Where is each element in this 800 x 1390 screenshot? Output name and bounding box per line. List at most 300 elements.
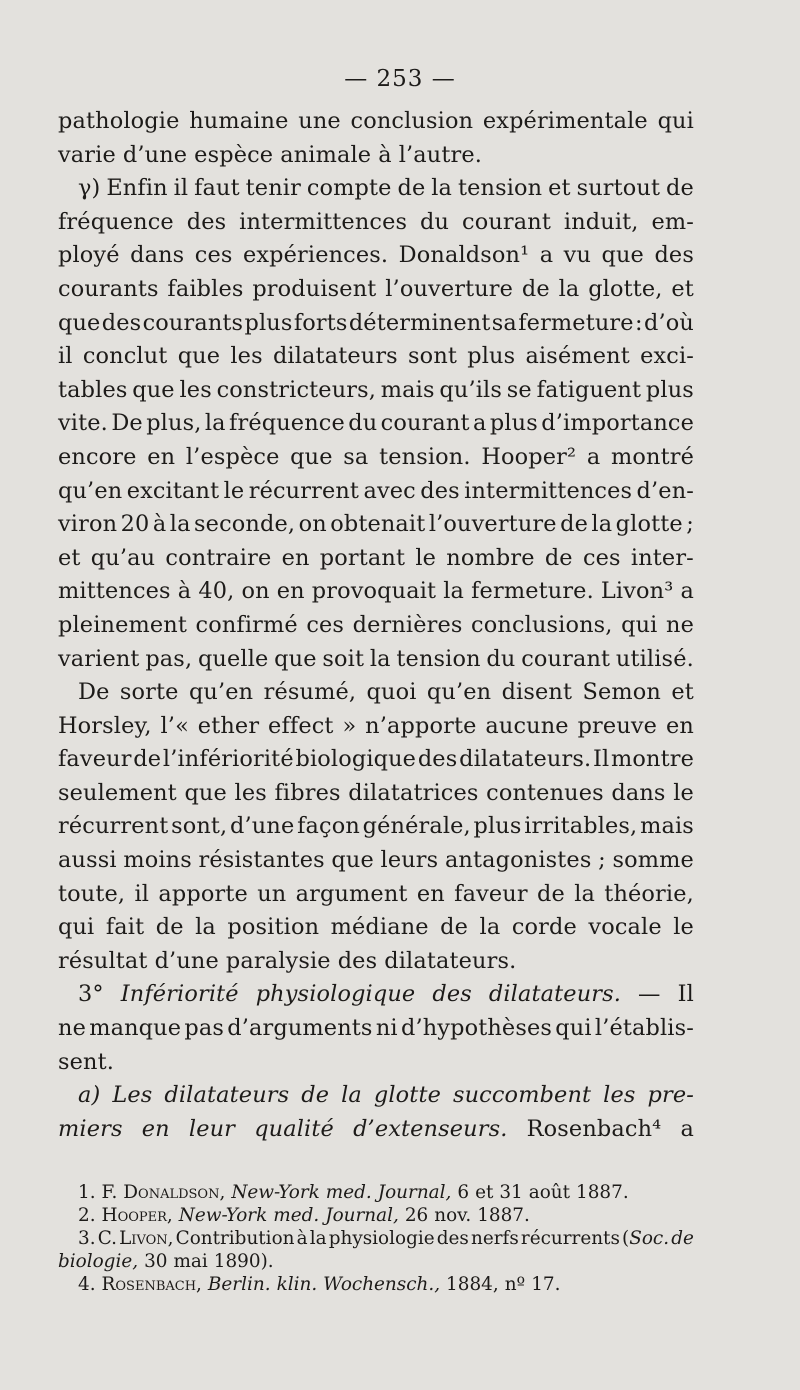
word: physiologie: [328, 1228, 435, 1249]
word: biologie,: [58, 1251, 139, 1272]
word: Horsley,: [58, 712, 152, 739]
text-line: [58, 609, 694, 643]
word: la: [309, 1228, 327, 1249]
word: courant: [380, 410, 470, 437]
text-line: [58, 273, 694, 307]
word: fait: [105, 914, 145, 941]
word: à: [296, 1228, 308, 1249]
word: plus: [489, 410, 538, 437]
word: médiane: [330, 914, 429, 941]
word: fermeture.: [471, 578, 594, 605]
word: d’en-: [636, 477, 694, 504]
page-number: — 253 —: [344, 66, 456, 92]
word: De: [111, 410, 143, 437]
word: Journal,: [377, 1182, 452, 1203]
word: il: [134, 880, 150, 907]
word: a: [586, 443, 601, 470]
word: ces: [306, 611, 345, 638]
word: on: [298, 511, 327, 538]
word: des: [337, 947, 378, 974]
word: quoi: [366, 679, 417, 706]
word: plus: [473, 813, 522, 840]
text-line: [58, 710, 694, 744]
word: la: [169, 511, 191, 538]
word: pas,: [145, 645, 193, 672]
word: que: [290, 443, 333, 470]
word: les: [230, 343, 263, 370]
word: 17.: [531, 1274, 561, 1295]
word: dans: [130, 242, 185, 269]
text-line: [58, 878, 694, 912]
word: nerfs: [471, 1228, 519, 1249]
word: paralysie: [225, 947, 331, 974]
word: faveur: [454, 880, 528, 907]
word: humaine: [189, 108, 289, 134]
word: façon: [297, 813, 360, 840]
word: soit: [322, 645, 365, 672]
word: 20: [120, 511, 150, 538]
word: le: [673, 914, 694, 941]
word: 1890).: [213, 1251, 274, 1272]
word: a: [680, 578, 694, 605]
word: montré: [610, 443, 694, 470]
word: Wochensch.,: [323, 1274, 441, 1295]
word: a: [539, 242, 554, 269]
word: de: [544, 544, 573, 571]
word: que: [274, 645, 317, 672]
word: mais: [380, 376, 435, 403]
text-line: [58, 1113, 694, 1147]
word: montre: [611, 746, 694, 773]
word: tension: [457, 175, 543, 202]
word: n’apporte: [365, 712, 477, 739]
text-line: [58, 676, 694, 710]
word: antagonistes: [444, 847, 592, 874]
word: a: [680, 1115, 694, 1142]
word: fréquence: [58, 208, 174, 235]
footnotes: [58, 1181, 694, 1296]
word: en: [281, 544, 310, 571]
text-line: [58, 239, 694, 273]
word: faveur: [58, 746, 132, 773]
word: glotte,: [588, 275, 663, 302]
word: en: [141, 1115, 170, 1142]
word: dans: [611, 779, 666, 806]
word: sorte: [119, 679, 179, 706]
word: 1887.: [576, 1182, 629, 1203]
text-line: [58, 407, 694, 441]
word: résumé,: [263, 679, 357, 706]
text-line: [58, 1079, 694, 1113]
word: dilatateurs.: [488, 981, 622, 1008]
word: seulement: [58, 779, 177, 806]
word: du: [486, 645, 516, 672]
word: 4.: [78, 1274, 96, 1295]
text-line: [58, 172, 694, 206]
word: et: [475, 1182, 494, 1203]
word: les: [234, 779, 267, 806]
word: encore: [58, 443, 137, 470]
word: aisément: [525, 343, 630, 370]
word: 1887.: [477, 1205, 530, 1226]
word: compte: [306, 175, 392, 202]
word: obtenait: [330, 511, 426, 538]
word: les: [179, 376, 212, 403]
word: courant: [462, 208, 551, 235]
word: que: [177, 343, 221, 370]
word: l’établis-: [594, 1015, 694, 1042]
word: il: [173, 175, 189, 202]
text-line: [58, 743, 694, 777]
text-line: [58, 911, 694, 945]
word: moins: [123, 847, 192, 874]
word: Rosenbach⁴: [526, 1115, 662, 1142]
word: dilatateurs: [272, 343, 398, 370]
word: intermittences: [239, 208, 408, 235]
word: courant: [521, 645, 611, 672]
word: New-York: [231, 1182, 320, 1203]
word: des: [432, 981, 472, 1008]
word: seconde,: [194, 511, 296, 538]
word: plus: [244, 309, 293, 336]
word: mai: [173, 1251, 208, 1272]
text-line: [58, 777, 694, 811]
word: biologique: [295, 746, 417, 773]
word: récurrent: [58, 813, 169, 840]
word: de: [671, 1228, 694, 1249]
word: déterminent: [348, 309, 491, 336]
word: théorie,: [604, 880, 694, 907]
word: position: [227, 914, 320, 941]
text-line: [58, 1046, 694, 1080]
word: une: [298, 108, 341, 134]
word: courants: [58, 275, 159, 302]
word: Contribution: [175, 1228, 295, 1249]
word: Livon³: [600, 578, 674, 605]
word: dilatateurs: [164, 1082, 290, 1109]
word: 6: [457, 1182, 470, 1203]
word: pre-: [647, 1082, 694, 1109]
word: plus: [645, 376, 694, 403]
word: 1.: [78, 1182, 96, 1203]
word: (Soc.: [622, 1228, 670, 1249]
word: miers: [58, 1115, 123, 1142]
word: fibres: [274, 779, 341, 806]
word: de: [133, 746, 162, 773]
word: vu: [563, 242, 592, 269]
main-text: [58, 105, 694, 1146]
word: se: [506, 376, 532, 403]
word: fréquence: [229, 410, 345, 437]
word: que: [132, 376, 175, 403]
footnote-line: [58, 1204, 694, 1227]
word: animale: [280, 141, 372, 168]
word: 26: [404, 1205, 429, 1226]
word: expérimentale: [482, 108, 648, 134]
word: l’ouverture: [428, 511, 557, 538]
word: 1884,: [446, 1274, 499, 1295]
word: New-York: [178, 1205, 268, 1226]
word: il: [58, 343, 73, 370]
word: leurs: [380, 847, 439, 874]
word: :: [634, 309, 643, 336]
word: corde: [511, 914, 577, 941]
word: l’ouverture: [385, 275, 514, 302]
word: de: [397, 175, 426, 202]
word: résistantes: [198, 847, 325, 874]
word: forts: [293, 309, 348, 336]
word: pas: [184, 1015, 225, 1042]
word: tension: [396, 645, 481, 672]
word: ether: [197, 712, 260, 739]
word: générale,: [362, 813, 471, 840]
word: qu’en: [188, 679, 254, 706]
word: apporte: [158, 880, 248, 907]
word: fermeture: [518, 309, 634, 336]
word: toute,: [58, 880, 126, 907]
word: en: [416, 880, 445, 907]
word: la: [431, 175, 453, 202]
word: en: [665, 712, 694, 739]
word: Il: [677, 981, 694, 1008]
word: contenues: [486, 779, 604, 806]
word: la: [591, 511, 613, 538]
word: à: [177, 578, 192, 605]
word: inter-: [630, 544, 694, 571]
word: surtout: [576, 175, 661, 202]
word: preuve: [577, 712, 658, 739]
word: confirmé: [195, 611, 298, 638]
word: de: [537, 880, 565, 907]
word: Rosenbach,: [101, 1274, 202, 1295]
word: portant: [319, 544, 406, 571]
word: ;: [598, 847, 606, 874]
word: en: [147, 443, 176, 470]
word: qu’en: [426, 679, 492, 706]
word: γ): [78, 175, 101, 202]
word: le: [223, 477, 245, 504]
word: qui: [555, 1015, 592, 1042]
word: qui: [58, 914, 95, 941]
word: d’une: [122, 141, 188, 168]
word: des: [420, 477, 460, 504]
word: 3°: [78, 981, 104, 1008]
text-line: [58, 844, 694, 878]
word: de: [301, 1082, 330, 1109]
word: tables: [58, 376, 128, 403]
word: d’arguments: [227, 1015, 373, 1042]
word: la: [558, 275, 580, 302]
word: sent.: [58, 1048, 115, 1075]
word: disent: [501, 679, 573, 706]
word: intermittences: [464, 477, 633, 504]
text-line: [58, 206, 694, 240]
word: tenir: [245, 175, 301, 202]
word: la: [443, 578, 465, 605]
word: et: [58, 544, 81, 571]
word: pleinement: [58, 611, 187, 638]
word: de: [560, 511, 588, 538]
text-line: [58, 542, 694, 576]
word: varie: [58, 141, 116, 168]
text-line: [58, 643, 694, 677]
word: qui: [621, 611, 658, 638]
word: Les: [112, 1082, 153, 1109]
word: la: [574, 880, 595, 907]
word: qu’ils: [439, 376, 502, 403]
word: d’importance: [541, 410, 694, 437]
word: plus,: [146, 410, 202, 437]
word: la: [195, 914, 216, 941]
word: provoquait: [311, 578, 437, 605]
word: que: [184, 779, 227, 806]
word: faibles: [167, 275, 244, 302]
word: succombent: [452, 1082, 592, 1109]
word: aussi: [58, 847, 117, 874]
word: irritables,: [524, 813, 638, 840]
word: avec: [363, 477, 416, 504]
word: espèce: [194, 141, 274, 168]
text-line: [58, 340, 694, 374]
word: d’une: [154, 947, 219, 974]
word: Infériorité: [120, 981, 239, 1008]
word: fatiguent: [536, 376, 642, 403]
word: des: [186, 208, 227, 235]
word: argument: [295, 880, 408, 907]
word: et: [671, 679, 694, 706]
word: en: [276, 578, 305, 605]
word: quelle: [197, 645, 269, 672]
footnote-line: [58, 1181, 694, 1204]
word: de: [521, 275, 550, 302]
text-line: [58, 810, 694, 844]
word: la: [204, 410, 226, 437]
word: 31: [499, 1182, 523, 1203]
word: d’extenseurs.: [353, 1115, 508, 1142]
word: conclut: [82, 343, 168, 370]
word: glotte: [373, 1082, 441, 1109]
word: ni: [375, 1015, 398, 1042]
text-line: [58, 105, 694, 139]
text-line: [58, 945, 694, 979]
word: Semon: [582, 679, 661, 706]
word: le: [673, 779, 694, 806]
word: »: [342, 712, 357, 739]
word: C.: [97, 1228, 117, 1249]
word: l’infériorité: [162, 746, 294, 773]
word: et: [671, 275, 694, 302]
word: 2.: [78, 1205, 96, 1226]
word: nov.: [434, 1205, 472, 1226]
word: Donaldson¹: [398, 242, 530, 269]
word: Berlin.: [207, 1274, 271, 1295]
footnote-line: [58, 1273, 694, 1296]
word: sont: [408, 343, 458, 370]
word: qu’en: [58, 477, 123, 504]
word: em-: [651, 208, 694, 235]
word: l’«: [160, 712, 189, 739]
word: conclusion: [350, 108, 474, 134]
word: des: [654, 242, 694, 269]
word: De: [78, 679, 110, 706]
word: nombre: [446, 544, 535, 571]
word: med.: [325, 1182, 372, 1203]
word: ;: [686, 511, 694, 538]
word: ne: [58, 1015, 86, 1042]
word: somme: [612, 847, 694, 874]
word: un: [257, 880, 287, 907]
word: qui: [657, 108, 694, 134]
word: mittences: [58, 578, 171, 605]
footnote-line: [58, 1250, 694, 1273]
word: nº: [504, 1274, 526, 1295]
word: utilisé.: [615, 645, 694, 672]
text-line: [58, 307, 694, 341]
text-line: [58, 508, 694, 542]
word: tension.: [379, 443, 471, 470]
word: glotte: [615, 511, 683, 538]
word: ployé: [58, 242, 120, 269]
word: de: [155, 914, 184, 941]
word: de: [440, 914, 469, 941]
word: des: [417, 746, 458, 773]
word: dilatateurs.: [459, 746, 592, 773]
word: vocale: [588, 914, 662, 941]
word: Enfin: [106, 175, 168, 202]
word: dilatatrices: [348, 779, 479, 806]
word: ne: [666, 611, 694, 638]
word: vite.: [58, 410, 108, 437]
word: Journal,: [325, 1205, 399, 1226]
word: le: [415, 544, 437, 571]
word: sa: [491, 309, 517, 336]
word: induit,: [563, 208, 639, 235]
word: excitant: [126, 477, 220, 504]
word: Il: [592, 746, 610, 773]
text-line: [58, 978, 694, 1012]
word: faut: [194, 175, 240, 202]
word: sa: [343, 443, 369, 470]
word: med.: [273, 1205, 320, 1226]
word: récurrents: [520, 1228, 620, 1249]
word: Livon,: [119, 1228, 174, 1249]
word: mais: [640, 813, 694, 840]
word: expériences.: [242, 242, 389, 269]
word: d’où: [643, 309, 694, 336]
word: des: [436, 1228, 469, 1249]
word: manque: [89, 1015, 182, 1042]
word: conclusions,: [471, 611, 613, 638]
word: que: [331, 847, 374, 874]
word: ces: [582, 544, 621, 571]
footnote-line: [58, 1227, 694, 1250]
word: 40,: [198, 578, 235, 605]
word: que: [601, 242, 644, 269]
word: exci-: [640, 343, 694, 370]
word: Donaldson,: [123, 1182, 226, 1203]
word: Hooper,: [101, 1205, 173, 1226]
word: du: [420, 208, 450, 235]
word: produisent: [252, 275, 377, 302]
word: on: [241, 578, 270, 605]
word: aucune: [485, 712, 569, 739]
word: l’espèce: [185, 443, 280, 470]
word: du: [348, 410, 378, 437]
word: dernières: [352, 611, 463, 638]
word: que: [58, 309, 101, 336]
word: d’une: [230, 813, 295, 840]
word: et: [548, 175, 571, 202]
